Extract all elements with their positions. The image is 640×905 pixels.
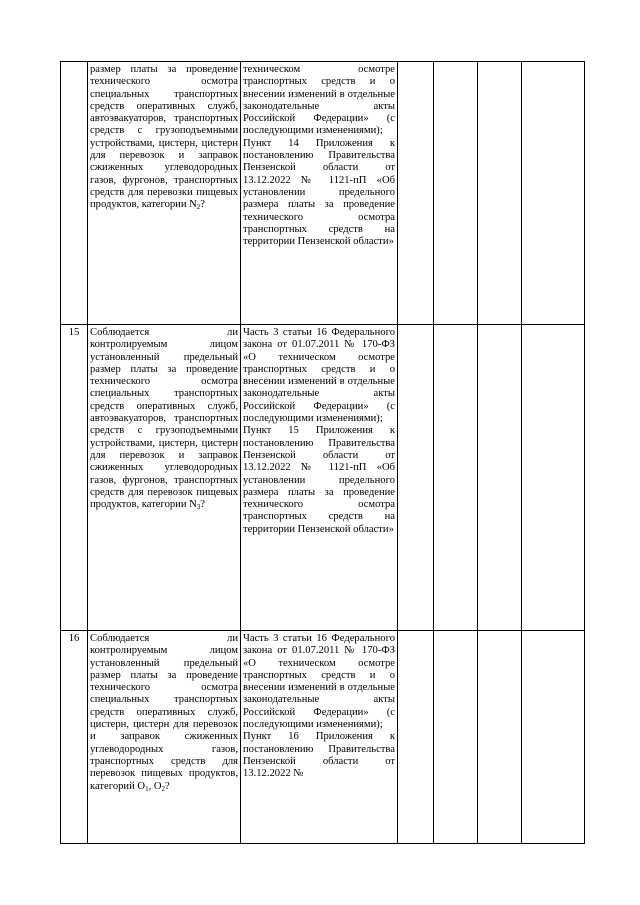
checklist-table — [60, 61, 585, 844]
question-text: размер платы за проведение технического осмотра специальных транспортных средств оперативных служб, автоэвакуаторов, транспортных средств с грузоподъемными устройствами, цистерн, цистерн для перевозок и заправок сжиженных углеводородных газов, фургонов, транспортных средств для перевозки пищевых продуктов, категории N — [90, 64, 238, 211]
question-text: Соблюдается ли контролируемым лицом установленный предельный размер платы за проведение технического осмотра специальных транспортных средств оперативных служб, цистерн, цистерн для перевозок и заправок сжиженных углеводородных газов, транспортных средств для перевозок пищевых продуктов, категорий O — [90, 633, 238, 792]
notes-cell — [522, 62, 585, 325]
reference-law: Часть 3 статьи 16 Федерального закона от 01.07.2011 № 170-ФЗ «О техническом осмотре транспортных средств и о внесении изменений в отдельные законодательные акты Российской Федерации» (с последующими изменениями); — [243, 327, 395, 425]
answer-no-cell — [434, 325, 478, 631]
question-mid: , O — [148, 780, 162, 792]
answer-no-cell — [434, 62, 478, 325]
answer-yes-cell — [398, 325, 434, 631]
legal-reference — [241, 62, 398, 325]
table-row — [61, 631, 585, 844]
question-end: ? — [165, 780, 170, 792]
requirement-question — [88, 325, 241, 631]
row-number: 16 — [61, 631, 88, 844]
question-end: ? — [200, 499, 205, 511]
category-subscript: 3 — [196, 503, 201, 512]
answer-na-cell — [478, 62, 522, 325]
answer-yes-cell — [398, 62, 434, 325]
reference-regulation: Пункт 14 Приложения к постановлению Правительства Пензенской области от 13.12.2022 № 1121-пП «Об установлении предельного размера платы за проведение технического осмотра транспортных средств на территории Пензенской области» — [243, 137, 395, 248]
row-number — [61, 62, 88, 325]
row-number: 15 — [61, 325, 88, 631]
requirement-question — [88, 62, 241, 325]
reference-law: Часть 3 статьи 16 Федерального закона от 01.07.2011 № 170-ФЗ «О техническом осмотре транспортных средств и о внесении изменений в отдельные законодательные акты Российской Федерации» (с последующими изменениями); — [243, 633, 395, 731]
legal-reference — [241, 631, 398, 844]
requirement-question — [88, 631, 241, 844]
category-subscript: 2 — [196, 203, 201, 212]
table-row — [61, 62, 585, 325]
question-text: Соблюдается ли контролируемым лицом установленный предельный размер платы за проведение технического осмотра специальных транспортных средств оперативных служб, автоэвакуаторов, транспортных средств с грузоподъемными устройствами, цистерн, цистерн для перевозок и заправок сжиженных углеводородных газов, фургонов, транспортных средств для перевозок пищевых продуктов, категории N — [90, 327, 238, 511]
reference-law: техническом осмотре транспортных средств и о внесении изменений в отдельные законодательные акты Российской Федерации» (с последующими изменениями); — [243, 64, 395, 137]
notes-cell — [522, 325, 585, 631]
reference-regulation: Пункт 15 Приложения к постановлению Правительства Пензенской области от 13.12.2022 № 1121-пП «Об установлении предельного размера платы за проведение технического осмотра транспортных средств на территории Пензенской области» — [243, 425, 395, 535]
reference-regulation: Пункт 16 Приложения к постановлению Правительства Пензенской области от 13.12.2022 № — [243, 731, 395, 780]
answer-na-cell — [478, 325, 522, 631]
legal-reference — [241, 325, 398, 631]
question-end: ? — [200, 199, 205, 211]
category-subscript: 1 — [145, 784, 149, 793]
answer-yes-cell — [398, 631, 434, 844]
answer-na-cell — [478, 631, 522, 844]
answer-no-cell — [434, 631, 478, 844]
table-row — [61, 325, 585, 631]
category-subscript: 2 — [161, 784, 166, 793]
notes-cell — [522, 631, 585, 844]
